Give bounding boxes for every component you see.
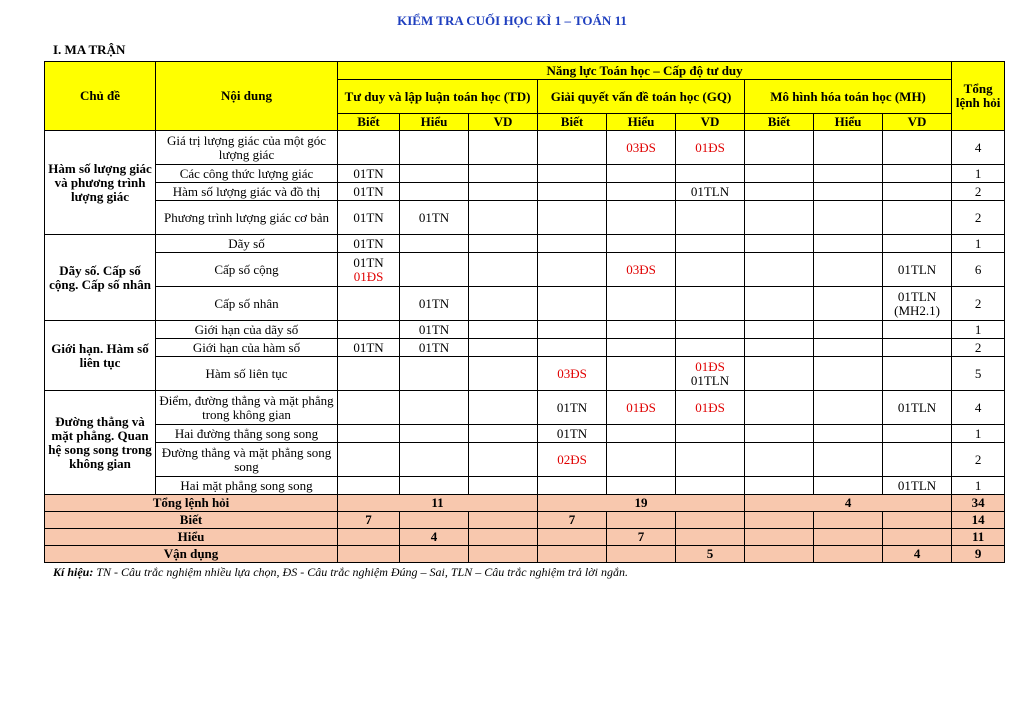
header-gq-hieu: Hiểu — [607, 114, 676, 131]
total-cell: 1 — [952, 235, 1005, 253]
content-cell: Hai mặt phẳng song song — [156, 477, 338, 495]
total-cell: 5 — [952, 357, 1005, 391]
summary-label: Vận dụng — [45, 546, 338, 563]
total-cell: 1 — [952, 165, 1005, 183]
summary-cell: 4 — [745, 495, 952, 512]
cell: 01TN — [338, 165, 400, 183]
cell: 03ĐS — [607, 131, 676, 165]
summary-total: 11 — [952, 529, 1005, 546]
content-cell: Các công thức lượng giác — [156, 165, 338, 183]
cell: 01TN — [338, 235, 400, 253]
summary-total: 14 — [952, 512, 1005, 529]
header-gq-biet: Biết — [538, 114, 607, 131]
content-cell: Hàm số lượng giác và đồ thị — [156, 183, 338, 201]
summary-row — [45, 512, 1005, 529]
cell: 01TN — [338, 201, 400, 235]
topic-cell: Giới hạn. Hàm số liên tục — [45, 321, 156, 391]
header-nang-luc: Năng lực Toán học – Cấp độ tư duy — [338, 62, 952, 80]
cell-line: 01ĐS — [695, 358, 725, 374]
table-row — [45, 391, 1005, 425]
header-td-vd: VD — [469, 114, 538, 131]
total-cell: 2 — [952, 339, 1005, 357]
cell: 01TLN — [883, 391, 952, 425]
summary-total: 34 — [952, 495, 1005, 512]
table-row — [45, 425, 1005, 443]
summary-row — [45, 495, 1005, 512]
header-mh-biet: Biết — [745, 114, 814, 131]
header-mh-vd: VD — [883, 114, 952, 131]
cell: 01ĐS — [676, 131, 745, 165]
content-cell: Giới hạn của dãy số — [156, 321, 338, 339]
header-mh: Mô hình hóa toán học (MH) — [745, 80, 952, 114]
summary-cell: 5 — [676, 546, 745, 563]
cell: 01TN — [400, 321, 469, 339]
summary-label: Biết — [45, 512, 338, 529]
total-cell: 2 — [952, 443, 1005, 477]
content-cell: Đường thẳng và mặt phẳng song song — [156, 443, 338, 477]
header-gq-vd: VD — [676, 114, 745, 131]
header-tong: Tổng lệnh hỏi — [952, 62, 1005, 131]
topic-cell: Dãy số. Cấp số cộng. Cấp số nhân — [45, 235, 156, 321]
summary-cell: 19 — [538, 495, 745, 512]
table-row — [45, 357, 1005, 391]
legend-note — [53, 565, 628, 580]
total-cell: 2 — [952, 183, 1005, 201]
cell: 03ĐS — [538, 357, 607, 391]
cell: 01TN — [400, 339, 469, 357]
legend-text: TN - Câu trắc nghiệm nhiều lựa chọn, ĐS - Câu trắc nghiệm Đúng – Sai, TLN – Câu trắc nghiệm trả lời ngắn. — [93, 565, 628, 579]
header-td-biet: Biết — [338, 114, 400, 131]
cell: 01TN — [538, 391, 607, 425]
total-cell: 4 — [952, 391, 1005, 425]
total-cell: 6 — [952, 253, 1005, 287]
cell: 01TLN — [883, 477, 952, 495]
summary-cell: 7 — [607, 529, 676, 546]
content-cell: Cấp số nhân — [156, 287, 338, 321]
total-cell: 1 — [952, 425, 1005, 443]
table-row — [45, 235, 1005, 253]
summary-cell: 11 — [338, 495, 538, 512]
cell-line: 01TLN — [690, 372, 730, 388]
content-cell: Giá trị lượng giác của một góc lượng giác — [156, 131, 338, 165]
cell: 01TLN — [676, 183, 745, 201]
cell-line: 01ĐS — [353, 268, 384, 284]
table-row — [45, 183, 1005, 201]
summary-cell: 7 — [538, 512, 607, 529]
header-gq: Giải quyết vấn đề toán học (GQ) — [538, 80, 745, 114]
content-cell: Dãy số — [156, 235, 338, 253]
cell: 01TN — [400, 287, 469, 321]
header-chu-de: Chủ đề — [45, 62, 156, 131]
content-cell: Hai đường thẳng song song — [156, 425, 338, 443]
summary-row — [45, 546, 1005, 563]
cell: 01ĐS — [607, 391, 676, 425]
cell — [676, 357, 745, 391]
cell-line: (MH2.1) — [894, 302, 940, 318]
content-cell: Phương trình lượng giác cơ bản — [156, 201, 338, 235]
cell: 01ĐS — [676, 391, 745, 425]
content-cell: Giới hạn của hàm số — [156, 339, 338, 357]
legend-label: Kí hiệu: — [53, 565, 94, 579]
total-cell: 4 — [952, 131, 1005, 165]
cell: 03ĐS — [607, 253, 676, 287]
summary-cell: 4 — [400, 529, 469, 546]
page-title: KIỂM TRA CUỐI HỌC KÌ 1 – TOÁN 11 — [397, 13, 627, 28]
summary-label: Hiểu — [45, 529, 338, 546]
table-row — [45, 201, 1005, 235]
table-row — [45, 253, 1005, 287]
total-cell: 2 — [952, 201, 1005, 235]
topic-cell: Đường thẳng và mặt phẳng. Quan hệ song song trong không gian — [45, 391, 156, 495]
cell: 01TLN — [883, 253, 952, 287]
header-td: Tư duy và lập luận toán học (TD) — [338, 80, 538, 114]
matrix-table — [44, 61, 1005, 563]
total-cell: 2 — [952, 287, 1005, 321]
total-cell: 1 — [952, 321, 1005, 339]
cell: 01TN — [400, 201, 469, 235]
table-row — [45, 165, 1005, 183]
section-heading: I. MA TRẬN — [53, 42, 126, 57]
summary-total: 9 — [952, 546, 1005, 563]
table-row — [45, 321, 1005, 339]
content-cell: Hàm số liên tục — [156, 357, 338, 391]
table-row — [45, 131, 1005, 165]
cell-line: 01TN — [353, 254, 384, 270]
summary-cell: 4 — [883, 546, 952, 563]
cell: 01TN — [338, 183, 400, 201]
table-row — [45, 287, 1005, 321]
cell — [883, 287, 952, 321]
content-cell: Cấp số cộng — [156, 253, 338, 287]
topic-cell: Hàm số lượng giác và phương trình lượng giác — [45, 131, 156, 235]
table-row — [45, 477, 1005, 495]
cell: 02ĐS — [538, 443, 607, 477]
table-row — [45, 443, 1005, 477]
total-cell: 1 — [952, 477, 1005, 495]
table-row — [45, 339, 1005, 357]
summary-cell: 7 — [338, 512, 400, 529]
content-cell: Điểm, đường thẳng và mặt phẳng trong không gian — [156, 391, 338, 425]
cell — [338, 253, 400, 287]
summary-row — [45, 529, 1005, 546]
header-td-hieu: Hiểu — [400, 114, 469, 131]
summary-label: Tổng lệnh hỏi — [45, 495, 338, 512]
cell-line: 01TLN — [897, 288, 937, 304]
header-mh-hieu: Hiểu — [814, 114, 883, 131]
cell: 01TN — [538, 425, 607, 443]
header-noi-dung: Nội dung — [156, 62, 338, 131]
cell: 01TN — [338, 339, 400, 357]
